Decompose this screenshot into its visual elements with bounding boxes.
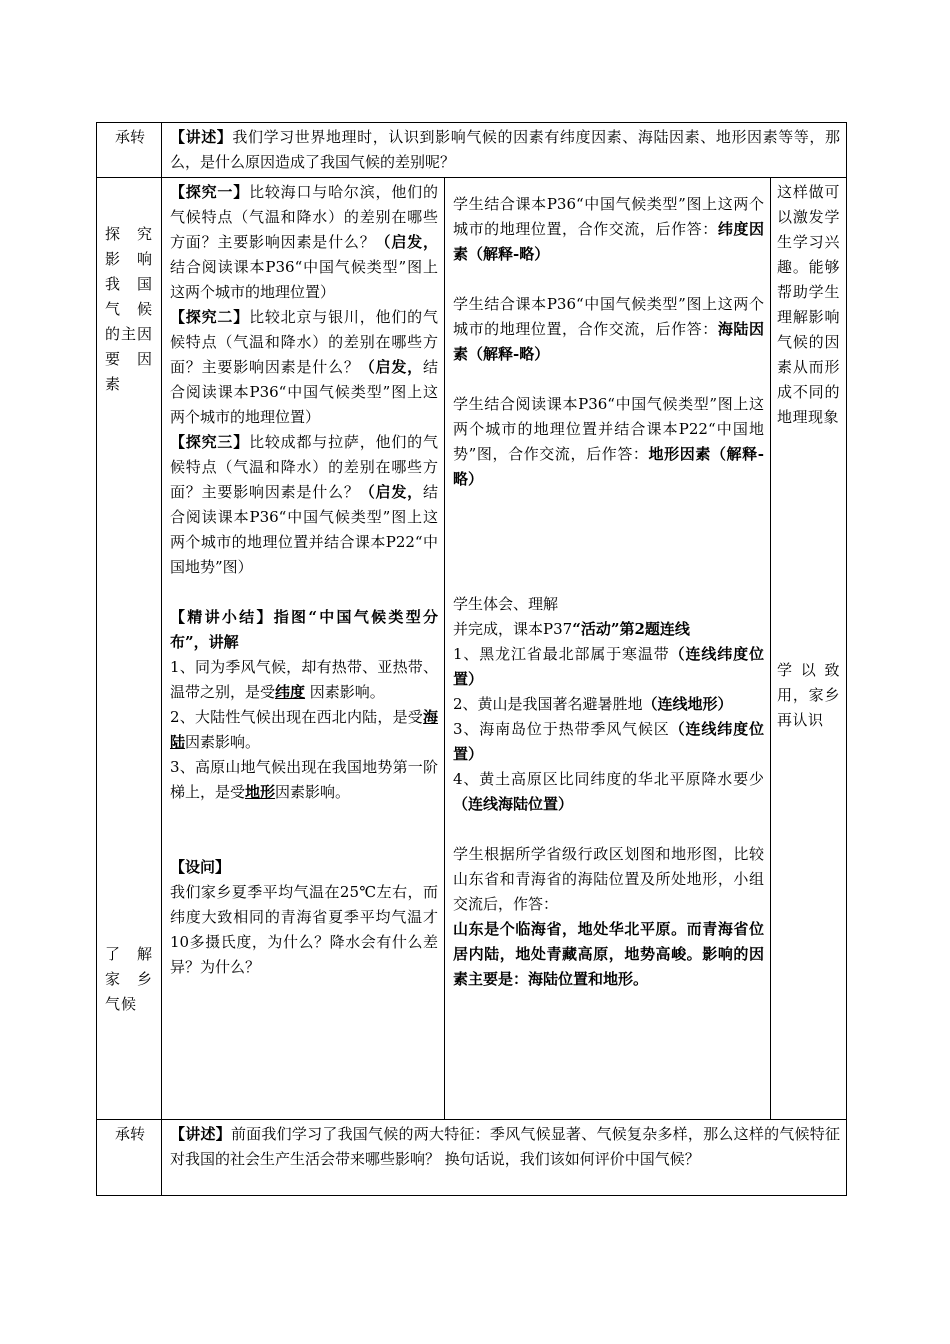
lecture-cell-1	[162, 123, 847, 178]
matching-item-3: 3、海南岛位于热带季风气候区（连线纬度位置）	[453, 720, 764, 763]
summary-heading: 【精讲小结】指图“中国气候类型分布”，讲解	[170, 608, 438, 651]
explore-3: 【探究三】比较成都与拉萨，他们的气候特点（气温和降水）的差别在哪些方面？主要影响因素是什么？（启发，结合阅读课本P36“中国气候类型”图上这两个城市的地理位置并结合课本P22“中国地势”图）	[170, 433, 438, 576]
transition-row-1	[97, 123, 847, 178]
inquiry-row	[97, 178, 847, 1120]
lecture-tag-2: 【讲述】	[170, 1125, 231, 1143]
stage-label-inquiry	[97, 178, 162, 1120]
design-note-2: 学以致用，家乡再认识	[777, 661, 841, 729]
lesson-plan-table	[96, 122, 847, 1196]
student-activity-intro: 学生体会、理解	[453, 595, 559, 613]
teacher-activity-cell	[162, 178, 445, 1120]
student-compare-answer: 山东是个临海省，地处华北平原。而青海省位居内陆，地处青藏高原，地势高峻。影响的因素主要是：海陆位置和地形。	[453, 920, 764, 988]
student-answer-3: 学生结合阅读课本P36“中国气候类型”图上这两个城市的地理位置并结合课本P22“中国地势”图，合作交流，后作答：地形因素（解释-略）	[453, 395, 764, 488]
lecture-cell-2	[162, 1120, 847, 1196]
matching-item-4: 4、黄土高原区比同纬度的华北平原降水要少（连线海陆位置）	[453, 770, 764, 813]
summary-item-1: 1、同为季风气候，却有热带、亚热带、温带之别，是受纬度 因素影响。	[170, 658, 438, 701]
student-answer-1: 学生结合课本P36“中国气候类型”图上这两个城市的地理位置，合作交流，后作答：纬度因素（解释-略）	[453, 195, 764, 263]
student-answer-2: 学生结合课本P36“中国气候类型”图上这两个城市的地理位置，合作交流，后作答：海陆因素（解释-略）	[453, 295, 764, 363]
student-activity-cell	[445, 178, 771, 1120]
design-note-1: 这样做可以激发学生学习兴趣。能够帮助学生理解影响气候的因素从而形成不同的地理现象	[777, 183, 841, 426]
matching-item-1: 1、黑龙江省最北部属于寒温带（连线纬度位置）	[453, 645, 764, 688]
lecture-text: 我们学习世界地理时，认识到影响气候的因素有纬度因素、海陆因素、地形因素等等，那么，是什么原因造成了我国气候的差别呢？	[170, 128, 841, 171]
matching-item-2: 2、黄山是我国著名避暑胜地（连线地形）	[453, 695, 733, 713]
stage-label-hometown: 了 解 家 乡 气 候	[105, 945, 153, 1013]
stage-label-inquiry-text: 探 究 影 响 我 国 气 候 的 主 因 要 因 素	[105, 225, 153, 393]
transition-row-2	[97, 1120, 847, 1196]
lecture-text-2: 前面我们学习了我国气候的两大特征：季风气候显著、气候复杂多样，那么这样的气候特征对我国的社会生产生活会带来哪些影响？ 换句话说，我们该如何评价中国气候？	[170, 1125, 841, 1168]
question-text: 我们家乡夏季平均气温在25℃左右，而纬度大致相同的青海省夏季平均气温才10多摄氏度，为什么？降水会有什么差异？为什么？	[170, 883, 438, 976]
student-compare-text: 学生根据所学省级行政区划图和地形图，比较山东省和青海省的海陆位置及所处地形，小组交流后，作答：	[453, 845, 764, 913]
question-heading: 【设问】	[170, 858, 231, 876]
summary-item-3: 3、高原山地气候出现在我国地势第一阶梯上，是受地形因素影响。	[170, 758, 438, 801]
stage-label-transition-2: 承转	[97, 1120, 162, 1196]
explore-1: 【探究一】比较海口与哈尔滨，他们的气候特点（气温和降水）的差别在哪些方面？主要影响因素是什么？（启发，结合阅读课本P36“中国气候类型”图上这两个城市的地理位置）	[170, 183, 438, 301]
lecture-tag: 【讲述】	[170, 128, 233, 146]
stage-label-transition-1: 承转	[97, 123, 162, 178]
explore-2: 【探究二】比较北京与银川，他们的气候特点（气温和降水）的差别在哪些方面？主要影响因素是什么？（启发，结合阅读课本P36“中国气候类型”图上这两个城市的地理位置）	[170, 308, 438, 426]
student-activity-task: 并完成，课本P37“活动”第2题连线	[453, 620, 690, 638]
design-notes-cell	[771, 178, 847, 1120]
summary-item-2: 2、大陆性气候出现在西北内陆，是受海陆因素影响。	[170, 708, 438, 751]
